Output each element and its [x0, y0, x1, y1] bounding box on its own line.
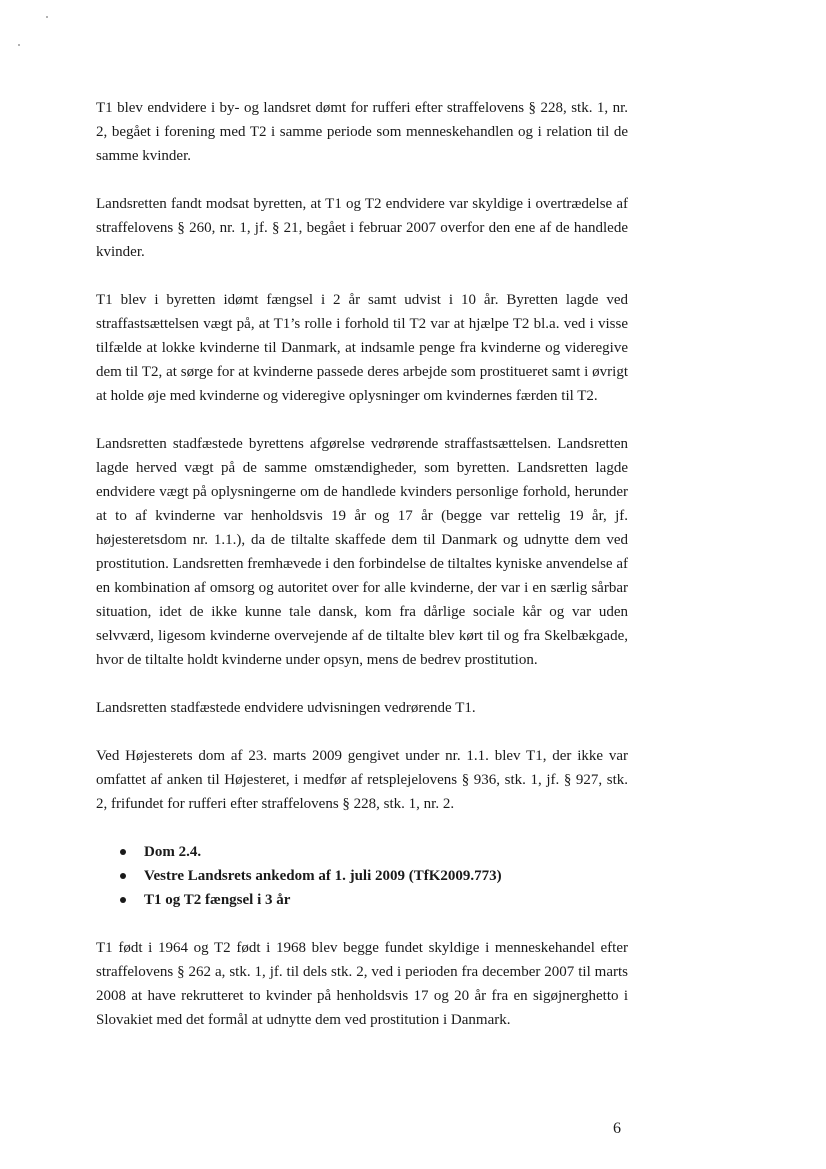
- paragraph-expulsion: Landsretten stadfæstede endvidere udvisningen vedrørende T1.: [96, 700, 476, 716]
- scan-speck: [18, 44, 20, 46]
- case-summary-item: [120, 864, 628, 888]
- paragraph-landsret-finding: Landsretten fandt modsat byretten, at T1 og T2 endvidere var skyldige i overtrædelse af straffelovens § 260, nr. 1, jf. § 21, begået i februar 2007 overfor den ene af de handlede kvinder.: [96, 196, 628, 260]
- paragraph-byret-sentence: T1 blev i byretten idømt fængsel i 2 år samt udvist i 10 år. Byretten lagde ved straffastsættelsen vægt på, at T1’s rolle i forhold til T2 var at hjælpe T2 bl.a. ved i visse tilfælde at lokke kvinderne til Danmark, at indsamle penge fra kvinderne og videregive dem til T2, at sørge for at kvinderne passede deres arbejde som prostitueret samt i øvrigt at holde øje med kvinderne og videregive oplysninger om kvindernes færden til T2.: [96, 292, 628, 404]
- document-page: [96, 96, 628, 1056]
- case-summary-text: Dom 2.4.: [144, 844, 202, 860]
- bullet-icon: [120, 897, 126, 903]
- case-summary-text: Vestre Landsrets ankedom af 1. juli 2009 (TfK2009.773): [144, 868, 502, 884]
- page-number: 6: [613, 1120, 621, 1137]
- case-summary-item: [120, 888, 628, 912]
- case-summary-list: [96, 840, 628, 912]
- bullet-icon: [120, 849, 126, 855]
- case-summary-item: [120, 840, 628, 864]
- scan-speck: [46, 16, 48, 18]
- paragraph-rufferi: T1 blev endvidere i by- og landsret dømt for rufferi efter straffelovens § 228, stk. 1, nr. 2, begået i forening med T2 i samme periode som menneskehandlen og i relation til de samme kvinder.: [96, 100, 628, 164]
- case-summary-text: T1 og T2 fængsel i 3 år: [144, 892, 291, 908]
- paragraph-human-trafficking: T1 født i 1964 og T2 født i 1968 blev begge fundet skyldige i menneskehandel efter straffelovens § 262 a, stk. 1, jf. til dels stk. 2, ved i perioden fra december 2007 til marts 2008 at have rekrutteret to kvinder på henholdsvis 17 og 20 år fra en sigøjnerghetto i Slovakiet med det formål at udnytte dem ved prostitution i Danmark.: [96, 940, 628, 1028]
- paragraph-hojesteret: Ved Højesterets dom af 23. marts 2009 gengivet under nr. 1.1. blev T1, der ikke var omfattet af anken til Højesteret, i medfør af retsplejelovens § 936, stk. 1, jf. § 927, stk. 2, frifundet for rufferi efter straffelovens § 228, stk. 1, nr. 2.: [96, 748, 628, 812]
- bullet-icon: [120, 873, 126, 879]
- paragraph-landsret-sentence: Landsretten stadfæstede byrettens afgørelse vedrørende straffastsættelsen. Landsretten lagde herved vægt på de samme omstændigheder, som byretten. Landsretten lagde endvidere vægt på oplysningerne om de handlede kvinders personlige forhold, herunder at to af kvinderne var henholdsvis 19 år og 17 år (begge var rettelig 19 år, jf. højesteretsdom nr. 1.1.), da de tiltalte skaffede dem til Danmark og udnytte dem ved prostitution. Landsretten fremhævede i den forbindelse de tiltaltes kyniske anvendelse af en kombination af omsorg og autoritet over for alle kvinderne, der var i en særlig sårbar situation, idet de ikke kunne tale dansk, kom fra dårlige sociale kår og var uden selvværd, ligesom kvinderne overvejende af de tiltalte blev kørt til og fra Skelbækgade, hvor de tiltalte holdt kvinderne under opsyn, mens de bedrev prostitution.: [96, 436, 628, 668]
